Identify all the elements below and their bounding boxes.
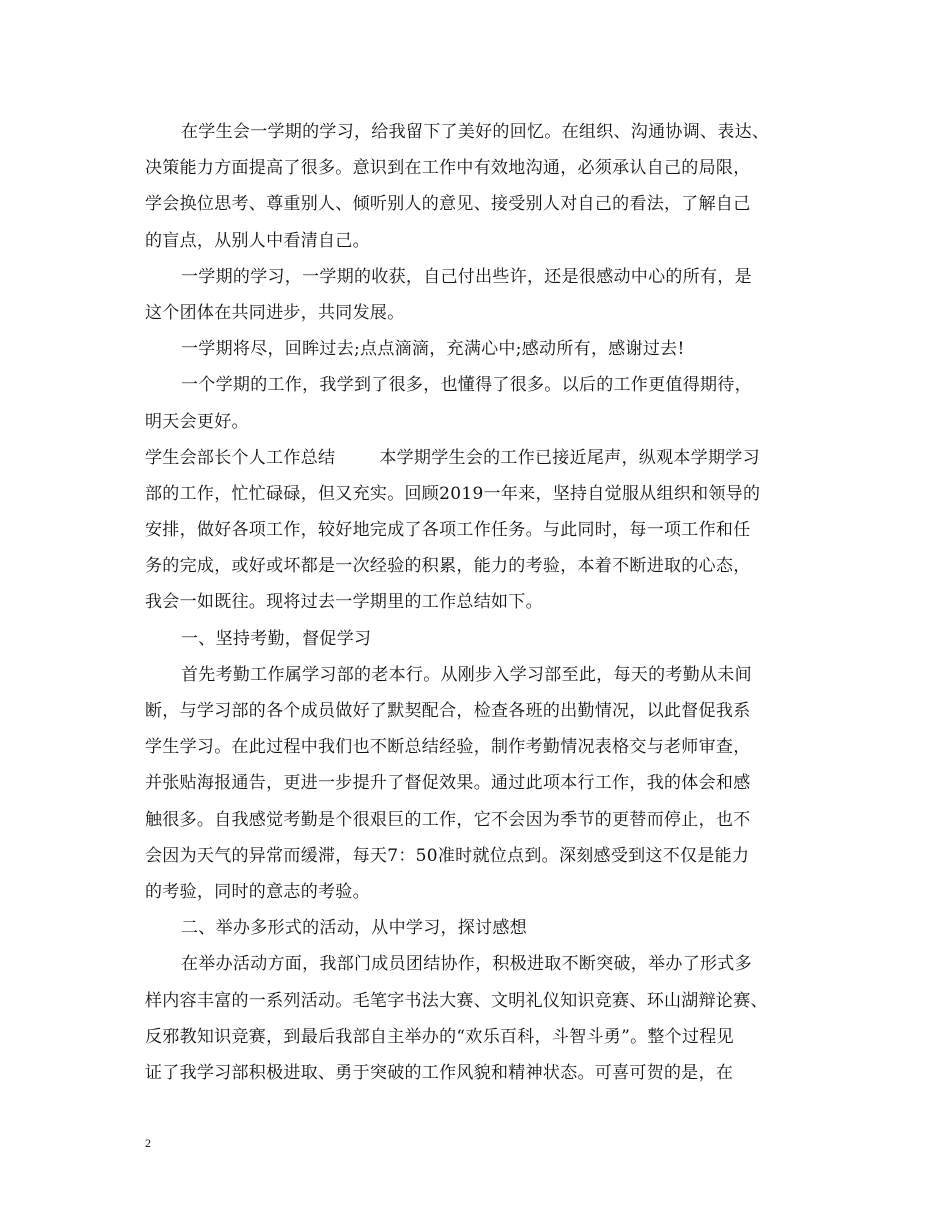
text-line: 在学生会一学期的学习，给我留下了美好的回忆。在组织、沟通协调、表达、 <box>181 122 770 142</box>
text-line: 部的工作，忙忙碌碌，但又充实。回顾2019一年来，坚持自觉服从组织和领导的 <box>145 483 761 504</box>
text-line: 一个学期的工作，我学到了很多，也懂得了很多。以后的工作更值得期待， <box>181 375 752 396</box>
text-line: 证了我学习部积极进取、勇于突破的工作风貌和精神状态。可喜可贺的是，在 <box>145 1062 734 1083</box>
text-line: 的考验，同时的意志的考验。 <box>145 881 370 902</box>
text-line: 的盲点，从别人中看清自己。 <box>145 230 370 251</box>
text-line: 触很多。自我感觉考勤是个很艰巨的工作，它不会因为季节的更替而停止，也不 <box>145 809 751 830</box>
text-line: 样内容丰富的一系列活动。毛笔字书法大赛、文明礼仪知识竞赛、环山湖辩论赛、 <box>145 990 768 1011</box>
page-number: 2 <box>145 1136 151 1150</box>
text-line <box>145 440 810 476</box>
text-line: 并张贴海报通告，更进一步提升了督促效果。通过此项本行工作，我的体会和感 <box>145 773 751 794</box>
text-line: 断，与学习部的各个成员做好了默契配合，检查各班的出勤情况，以此督促我系 <box>145 701 751 721</box>
text-line: 决策能力方面提高了很多。意识到在工作中有效地沟通，必须承认自己的局限， <box>145 158 751 179</box>
text-line: 首先考勤工作属学习部的老本行。从刚步入学习部至此，每天的考勤从未间 <box>181 664 752 685</box>
text-line: 在举办活动方面，我部门成员团结协作，积极进取不断突破，举办了形式多 <box>181 954 752 975</box>
text-line: 二、举办多形式的活动，从中学习，探讨感想 <box>181 918 527 939</box>
text-line: 我会一如既往。现将过去一学期里的工作总结如下。 <box>145 592 543 613</box>
text-line: 一、坚持考勤，督促学习 <box>181 628 372 649</box>
document-body <box>145 114 810 1091</box>
text-line: 明天会更好。 <box>145 411 249 432</box>
text-line: 学生学习。在此过程中我们也不断总结经验，制作考勤情况表格交与老师审查， <box>145 737 751 758</box>
text-line: 一学期将尽，回眸过去;点点滴滴，充满心中;感动所有，感谢过去! <box>181 339 685 360</box>
text-line: 一学期的学习，一学期的收获，自己付出些许，还是很感动中心的所有，是 <box>181 266 752 287</box>
text-line: 学会换位思考、尊重别人、倾听别人的意见、接受别人对自己的看法，了解自己 <box>145 194 751 215</box>
line-text: 本学期学生会的工作已接近尾声，纵观本学期学习 <box>379 447 760 468</box>
text-line: 这个团体在共同进步，共同发展。 <box>145 302 405 323</box>
text-line: 务的完成，或好或坏都是一次经验的积累，能力的考验，本着不断进取的心态， <box>145 556 751 577</box>
section-heading: 学生会部长个人工作总结 <box>145 447 336 468</box>
text-line: 反邪教知识竞赛，到最后我部自主举办的“欢乐百科，斗智斗勇”。整个过程见 <box>145 1026 734 1047</box>
text-line: 安排，做好各项工作，较好地完成了各项工作任务。与此同时，每一项工作和任 <box>145 520 751 541</box>
text-line: 会因为天气的异常而缓滞，每天7：50准时就位点到。深刻感受到这不仅是能力 <box>145 845 750 866</box>
